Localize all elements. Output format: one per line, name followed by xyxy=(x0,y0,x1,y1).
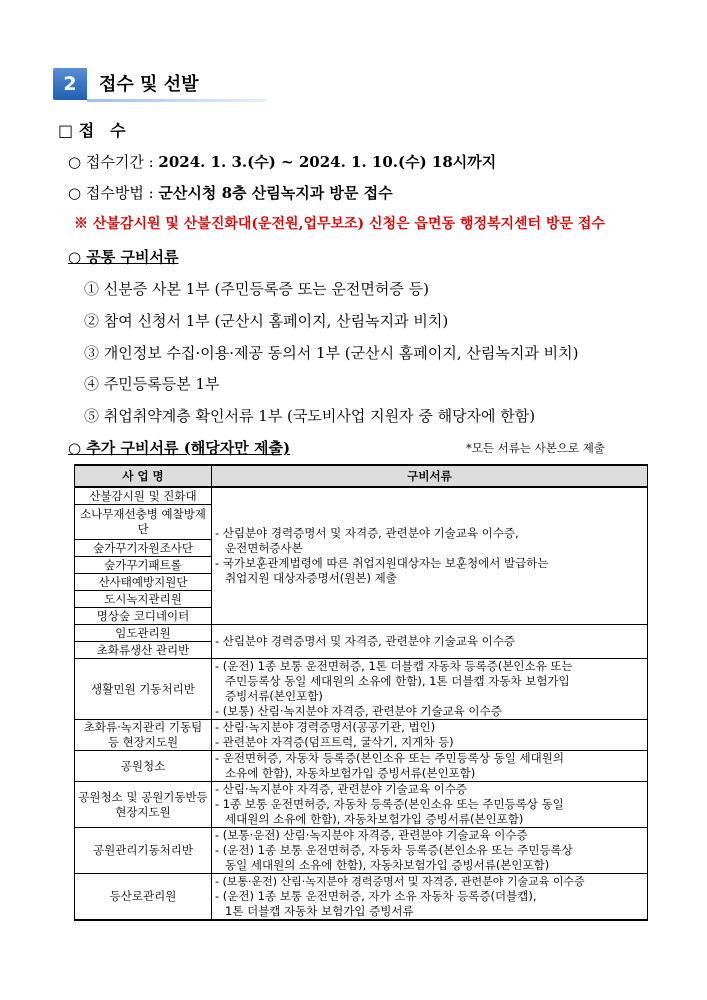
program-name: 소나무재선충병 예찰방제단 xyxy=(75,505,212,540)
reception-notice: ※ 산불감시원 및 산불진화대(운전원,업무보조) 신청은 읍면동 행정복지센터 방문 접수 xyxy=(74,216,605,232)
table-header-row xyxy=(75,465,648,487)
method-label: ○ 접수방법 : xyxy=(68,184,154,202)
program-docs xyxy=(212,659,648,720)
doc-line: - 관련분야 자격증(덤프트럭, 굴삭기, 지게차 등) xyxy=(215,735,454,749)
program-name: 초화류생산 관리반 xyxy=(75,642,212,659)
program-name: 도시녹지관리원 xyxy=(75,591,212,608)
doc-line: - (운전) 1종 보통 운전면허증, 자동차 등록증(본인소유 또는 주민등록상 xyxy=(215,843,573,857)
common-docs-title: ○ 공통 구비서류 xyxy=(68,248,179,266)
program-name: 명상숲 코디네이터 xyxy=(75,608,212,625)
requirements-table xyxy=(74,464,648,921)
program-docs xyxy=(212,828,648,874)
extra-docs-heading xyxy=(68,437,290,458)
program-docs xyxy=(212,720,648,751)
program-name: 등산로관리원 xyxy=(75,874,212,921)
doc-line: 운전면허증사본 xyxy=(225,541,303,555)
program-name: 공원관리기동처리반 xyxy=(75,828,212,874)
program-name: 임도관리원 xyxy=(75,625,212,642)
common-doc-item: ① 신분증 사본 1부 (주민등록증 또는 운전면허증 등) xyxy=(84,280,429,298)
program-name: 공원청소 xyxy=(75,751,212,782)
section-title: 접수 및 선발 xyxy=(99,74,199,95)
doc-line: - (보통·운전) 산림·녹지분야 자격증, 관련분야 기술교육 이수증 xyxy=(215,828,528,842)
doc-line: - 산림분야 경력증명서 및 자격증, 관련분야 기술교육 이수증, xyxy=(215,526,519,540)
program-name: 생활민원 기동처리반 xyxy=(75,659,212,720)
doc-line: - (운전) 1종 보통 운전면허증, 1톤 더블캡 자동차 등록증(본인소유 또는 xyxy=(215,659,573,673)
col-header-name: 사 업 명 xyxy=(75,465,212,487)
doc-line: - 산림·녹지분야 자격증, 관련분야 기술교육 이수증 xyxy=(215,782,467,796)
program-name: 숲가꾸기자원조사단 xyxy=(75,540,212,557)
program-name: 공원청소 및 공원기동반등 현장지도원 xyxy=(75,782,212,828)
table-row xyxy=(75,751,648,782)
program-name: 숲가꾸기패트롤 xyxy=(75,557,212,574)
common-docs-heading xyxy=(68,246,178,267)
section-number: 2 xyxy=(53,68,87,100)
doc-line: 동일 세대원의 소유에 한함), 자동차보험가입 증빙서류(본인포함) xyxy=(225,858,550,872)
doc-line: - 1종 보통 운전면허증, 자동차 등록증(본인소유 또는 주민등록상 동일 xyxy=(215,797,564,811)
common-doc-item: ② 참여 신청서 1부 (군산시 홈페이지, 산림녹지과 비치) xyxy=(84,312,449,330)
doc-line: - 산림·녹지분야 경력증명서(공공기관, 법인) xyxy=(215,720,436,734)
table-row xyxy=(75,625,648,642)
table-row xyxy=(75,720,648,751)
program-name: 초화류·녹지관리 기동팀 등 현장지도원 xyxy=(75,720,212,751)
program-name: 산사태예방지원단 xyxy=(75,574,212,591)
doc-line: 증빙서류(본인포함) xyxy=(225,689,323,703)
table-row xyxy=(75,828,648,874)
section-header xyxy=(53,68,263,102)
reception-method xyxy=(68,182,393,203)
doc-line: 1톤 더블캡 자동차 보험가입 증빙서류 xyxy=(225,904,414,918)
doc-line: - (운전) 1종 보통 운전면허증, 자가 소유 자동차 등록증(더블캡), xyxy=(215,889,537,903)
doc-line: 세대원의 소유에 한함), 자동차보험가입 증빙서류(본인포함) xyxy=(225,812,524,826)
program-docs xyxy=(212,751,648,782)
section-underline xyxy=(87,99,267,102)
program-docs: - 산림분야 경력증명서 및 자격증, 관련분야 기술교육 이수증 xyxy=(212,625,648,659)
method-value: 군산시청 8층 산림녹지과 방문 접수 xyxy=(158,184,393,202)
doc-line: 소유에 한함), 자동차보험가입 증빙서류(본인포함) xyxy=(225,766,476,780)
table-row xyxy=(75,659,648,720)
doc-line: - (보통) 산림·녹지분야 자격증, 관련분야 기술교육 이수증 xyxy=(215,704,502,718)
period-value: 2024. 1. 3.(수) ~ 2024. 1. 10.(수) 18시까지 xyxy=(158,153,497,171)
program-docs xyxy=(212,874,648,921)
reception-heading: □ 접 수 xyxy=(58,121,126,140)
common-doc-item: ③ 개인정보 수집·이용·제공 동의서 1부 (군산시 홈페이지, 산림녹지과 비치) xyxy=(84,344,579,362)
table-row xyxy=(75,874,648,921)
common-doc-item: ⑤ 취업취약계층 확인서류 1부 (국도비사업 지원자 중 해당자에 한함) xyxy=(84,407,536,425)
col-header-docs: 구비서류 xyxy=(212,465,648,487)
program-name: 산불감시원 및 진화대 xyxy=(75,487,212,505)
table-row xyxy=(75,487,648,505)
extra-docs-title: ○ 추가 구비서류 (해당자만 제출) xyxy=(68,439,291,457)
doc-line: - (보통·운전) 산림·녹지분야 경력증명서 및 자격증, 관련분야 기술교육 이수증 xyxy=(215,875,585,888)
program-docs xyxy=(212,782,648,828)
program-docs xyxy=(212,487,648,625)
doc-line: - 국가보훈관계법령에 따른 취업지원대상자는 보훈청에서 발급하는 xyxy=(215,556,549,570)
common-doc-item: ④ 주민등록등본 1부 xyxy=(84,375,220,393)
extra-docs-note: *모든 서류는 사본으로 제출 xyxy=(466,441,605,455)
doc-line: - 운전면허증, 자동차 등록증(본인소유 또는 주민등록상 동일 세대원의 xyxy=(215,751,564,765)
doc-line: 취업지원 대상자증명서(원본) 제출 xyxy=(225,571,397,585)
doc-line: 주민등록상 동일 세대원의 소유에 한함), 1톤 더블캡 자동차 보험가입 xyxy=(225,674,570,688)
table-row xyxy=(75,782,648,828)
reception-period xyxy=(68,151,496,172)
period-label: ○ 접수기간 : xyxy=(68,153,154,171)
